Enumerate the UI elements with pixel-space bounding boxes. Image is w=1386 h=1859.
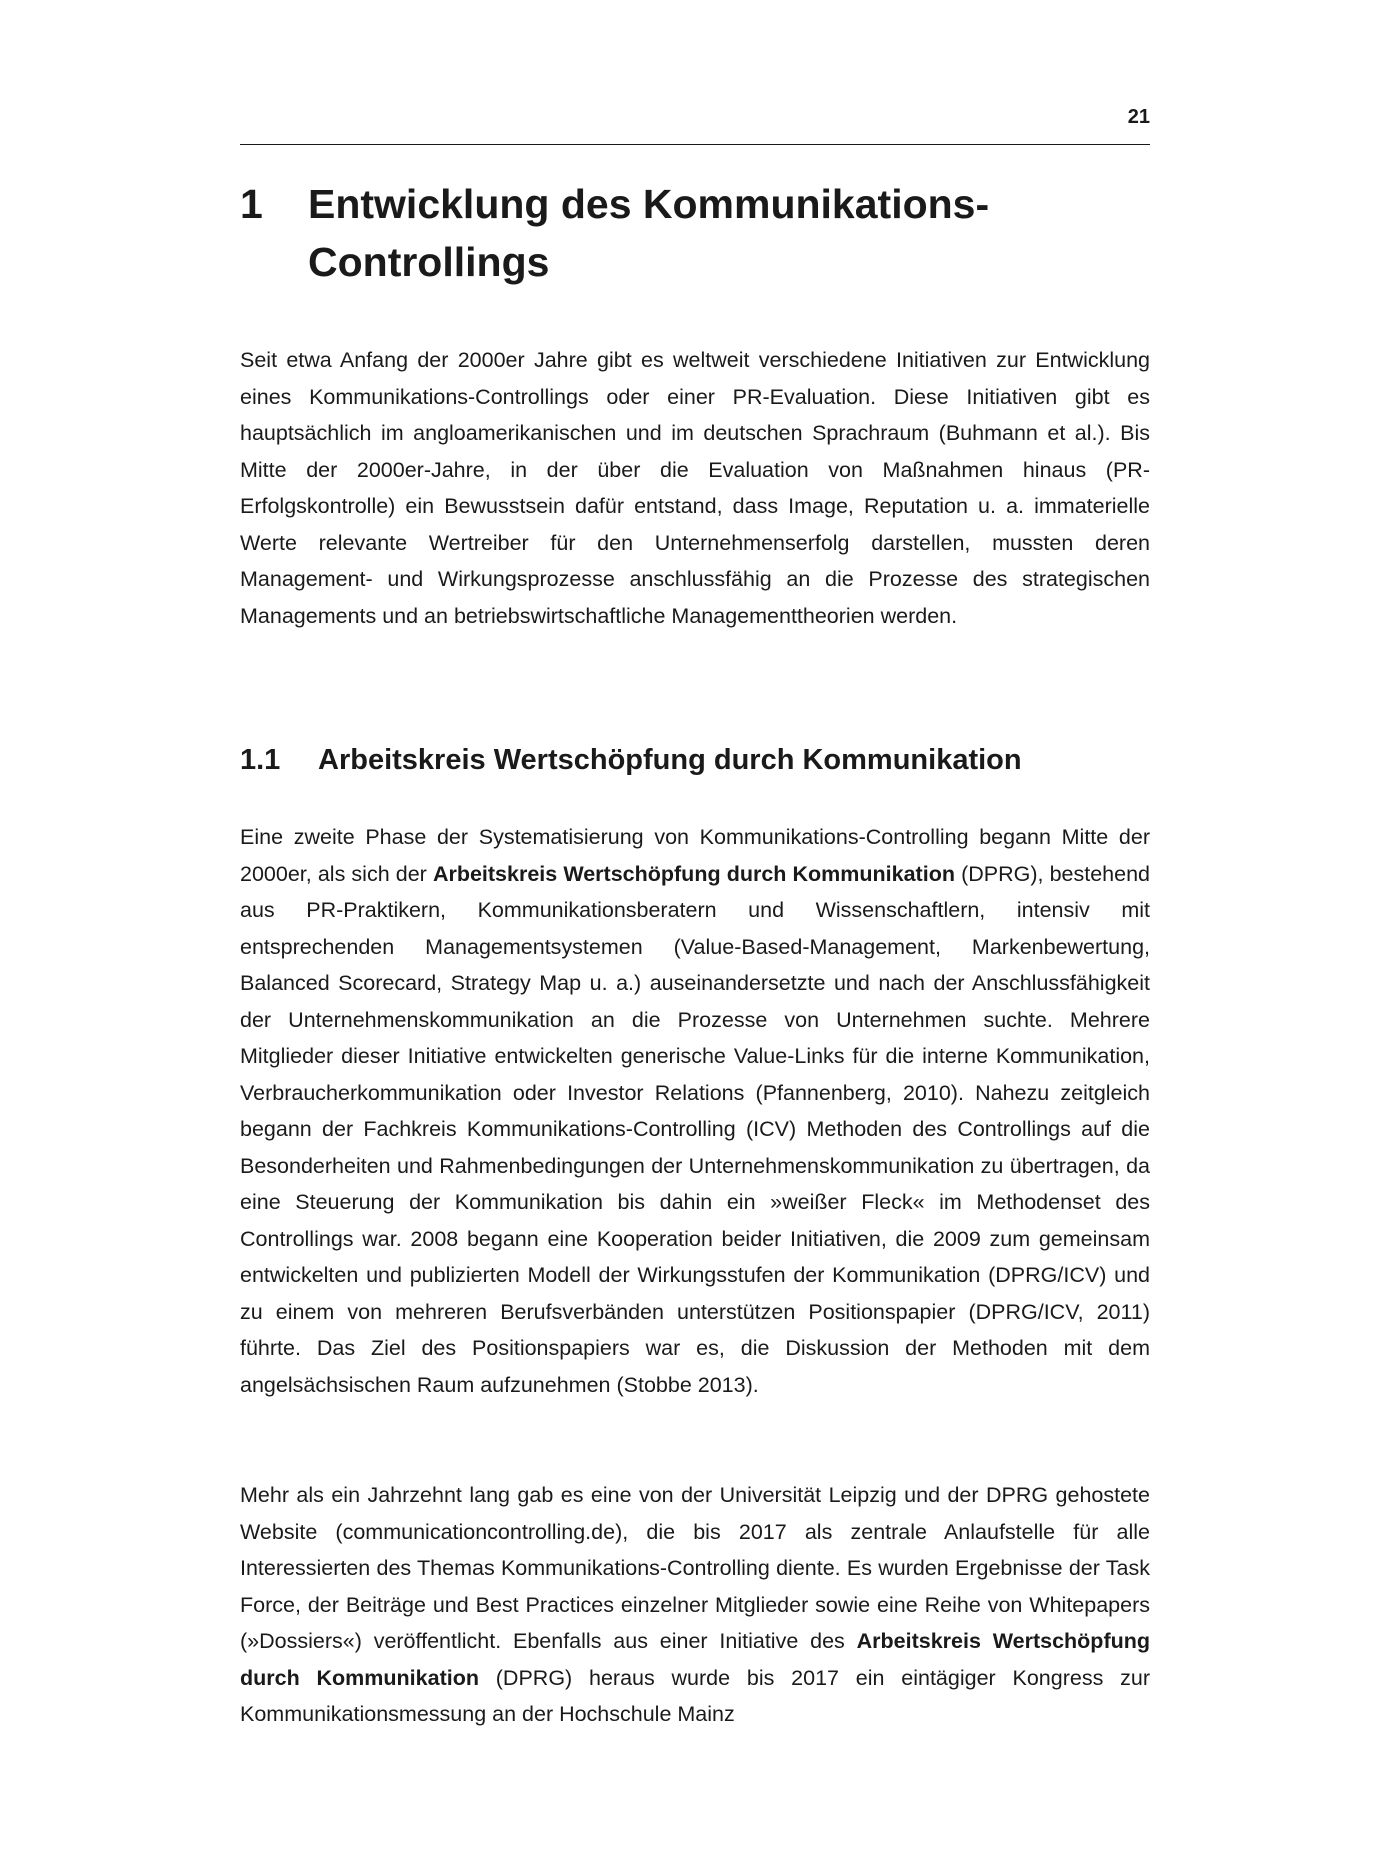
section-paragraph-2 xyxy=(240,1477,1150,1733)
section-heading xyxy=(240,740,1150,780)
bold-term: Arbeitskreis Wertschöpfung durch Kommunikation xyxy=(432,861,955,886)
intro-paragraph: Seit etwa Anfang der 2000er Jahre gibt es weltweit verschiedene Initiativen zur Entwicklung eines Kommunikations-Controllings oder einer PR-Evaluation. Diese Initiativen gibt es hauptsächlich im angloamerikanischen und im deutschen Sprachraum (Buhmann et al.). Bis Mitte der 2000er-Jahre, in der über die Evaluation von Maßnahmen hinaus (PR-Erfolgskontrolle) ein Bewusstsein dafür entstand, dass Image, Reputation u. a. immaterielle Werte relevante Wertreiber für den Unternehmenserfolg darstellen, mussten deren Management- und Wirkungsprozesse anschlussfähig an die Prozesse des strategischen Managements und an betriebswirtschaftliche Managementtheorien werden. xyxy=(240,348,1150,628)
chapter-title-line-2: Controllings xyxy=(308,239,550,285)
document-page xyxy=(240,0,1150,1859)
running-header xyxy=(240,104,1150,145)
bold-term: Arbeitskreis Wertschöpfung durch Kommunikation xyxy=(240,1629,1151,1690)
paragraph-text: Eine zweite Phase der Systematisierung von Kommunikations-Controlling begann Mitte der 2000er, als sich der xyxy=(240,825,1150,886)
paragraph-text: Mehr als ein Jahrzehnt lang gab es eine von der Universität Leipzig und der DPRG gehostete Website (communicationcontrolling.de), die bis 2017 als zentrale Anlaufstelle für alle Interessierten des Themas Kommunikations-Controlling diente. Es wurden Ergebnisse der Task Force, der Beiträge und Best Practices einzelner Mitglieder sowie eine Reihe von Whitepapers (»Dossiers«) veröffentlicht. Ebenfalls aus einer Initiative des xyxy=(240,1483,1150,1653)
chapter-heading xyxy=(240,175,1150,291)
page-number: 21 xyxy=(1127,106,1150,128)
paragraph-text: (DPRG) heraus wurde bis 2017 ein eintägiger Kongress zur Kommunikationsmessung an der Hochschule Mainz xyxy=(240,1665,1150,1726)
chapter-title xyxy=(308,175,1150,291)
chapter-number: 1 xyxy=(240,181,263,227)
section-title: Arbeitskreis Wertschöpfung durch Kommunikation xyxy=(318,744,1022,776)
chapter-title-line-1: Entwicklung des Kommunikations- xyxy=(308,181,990,227)
section-paragraph-1 xyxy=(240,819,1150,1403)
section-number: 1.1 xyxy=(240,744,281,776)
paragraph-text: (DPRG), bestehend aus PR-Praktikern, Kommunikationsberatern und Wissenschaftlern, intensiv mit entsprechenden Managementsystemen (Value-Based-Management, Markenbewertung, Balanced Scorecard, Strategy Map u. a.) auseinandersetzte und nach der Anschlussfähigkeit der Unternehmenskommunikation an die Prozesse von Unternehmen suchte. Mehrere Mitglieder dieser Initiative entwickelten generische Value-Links für die interne Kommunikation, Verbraucherkommunikation oder Investor Relations (Pfannenberg, 2010). Nahezu zeitgleich begann der Fachkreis Kommunikations-Controlling (ICV) Methoden des Controllings auf die Besonderheiten und Rahmenbedingungen der Unternehmenskommunikation zu übertragen, da eine Steuerung der Kommunikation bis dahin ein »weißer Fleck« im Methodenset des Controllings war. 2008 begann eine Kooperation beider Initiativen, die 2009 zum gemeinsam entwickelten und publizierten Modell der Wirkungsstufen der Kommunikation (DPRG/ICV) und zu einem von mehreren Berufsverbänden unterstützen Positionspapier (DPRG/ICV, 2011) führte. Das Ziel des Positionspapiers war es, die Diskussion der Methoden mit dem angelsächsischen Raum aufzunehmen (Stobbe 2013). xyxy=(240,861,1151,1397)
